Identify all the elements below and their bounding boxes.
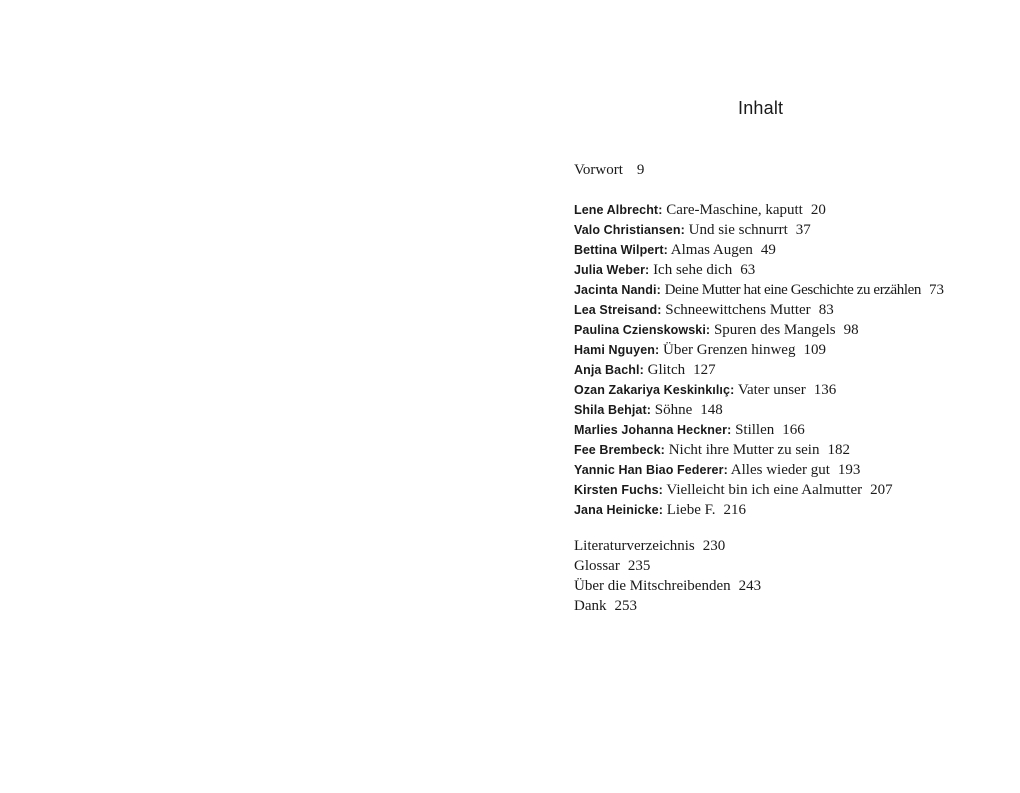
entry-page-number: 166 bbox=[782, 422, 805, 438]
toc-entry-appendix bbox=[574, 556, 761, 576]
right-page-contents bbox=[510, 0, 1020, 793]
entry-author: Fee Brembeck bbox=[574, 443, 661, 457]
essay-list bbox=[574, 200, 944, 520]
entry-author: Paulina Czienskowski bbox=[574, 323, 706, 337]
entry-title: Und sie schnurrt bbox=[688, 222, 788, 238]
entry-author: Ozan Zakariya Keskinkılıç bbox=[574, 383, 731, 397]
toc-entry-appendix bbox=[574, 536, 761, 556]
toc-entry-essay: Marlies Johanna Heckner: Stillen 166 bbox=[574, 422, 805, 438]
entry-author: Kirsten Fuchs bbox=[574, 483, 659, 497]
entry-author: Lea Streisand bbox=[574, 303, 658, 317]
entry-title: Liebe F. bbox=[666, 502, 716, 518]
entry-page-number: 207 bbox=[870, 482, 893, 498]
entry-title: Dank bbox=[574, 598, 607, 614]
toc-entry-essay: Julia Weber: Ich sehe dich 63 bbox=[574, 262, 756, 278]
entry-author: Anja Bachl bbox=[574, 363, 640, 377]
toc-entry-essay: Jacinta Nandi: Deine Mutter hat eine Geschichte zu erzählen 73 bbox=[574, 282, 945, 298]
entry-title: Glossar bbox=[574, 558, 620, 574]
entry-page-number: 193 bbox=[837, 462, 861, 478]
entry-author: Julia Weber bbox=[574, 263, 646, 277]
entry-author: Yannic Han Biao Federer bbox=[574, 463, 724, 477]
entry-title: Vorwort bbox=[574, 162, 623, 178]
entry-author: Jacinta Nandi bbox=[574, 283, 657, 297]
entry-title: Söhne bbox=[654, 402, 693, 418]
entry-page-number: 127 bbox=[693, 362, 716, 378]
entry-author: Jana Heinicke bbox=[574, 503, 659, 517]
entry-title: Glitch bbox=[647, 362, 686, 378]
toc-entry-essay: Lene Albrecht: Care-Maschine, kaputt 20 bbox=[574, 202, 826, 218]
entry-author: Valo Christiansen bbox=[574, 223, 681, 237]
contents-heading: Inhalt bbox=[738, 98, 784, 118]
entry-title: Vater unser bbox=[737, 382, 806, 398]
entry-page-number: 148 bbox=[700, 402, 723, 418]
entry-title: Ich sehe dich bbox=[653, 262, 733, 278]
entry-title: Schneewittchens Mutter bbox=[665, 302, 811, 318]
toc-entry-essay: Yannic Han Biao Federer: Alles wieder gut 193 bbox=[574, 462, 861, 478]
toc-entry-essay: Ozan Zakariya Keskinkılıç: Vater unser 136 bbox=[574, 382, 837, 398]
appendix-list bbox=[574, 536, 761, 616]
entry-author: Marlies Johanna Heckner bbox=[574, 423, 728, 437]
toc-entry-essay: Hami Nguyen: Über Grenzen hinweg 109 bbox=[574, 342, 826, 358]
entry-page-number: 243 bbox=[738, 578, 762, 594]
preface-list bbox=[574, 160, 644, 180]
entry-page-number: 109 bbox=[803, 342, 826, 358]
entry-title: Vielleicht bin ich eine Aalmutter bbox=[666, 482, 863, 498]
toc-entry-essay: Kirsten Fuchs: Vielleicht bin ich eine Aalmutter 207 bbox=[574, 482, 893, 498]
toc-entry-essay: Paulina Czienskowski: Spuren des Mangels 98 bbox=[574, 322, 859, 338]
entry-title: Stillen bbox=[735, 422, 775, 438]
toc-entry-appendix bbox=[574, 596, 761, 616]
entry-title: Über die Mitschreibenden bbox=[574, 578, 731, 594]
entry-page-number: 216 bbox=[723, 502, 746, 518]
entry-page-number: 136 bbox=[813, 382, 837, 398]
entry-title: Almas Augen bbox=[670, 242, 753, 258]
entry-page-number: 230 bbox=[702, 538, 726, 554]
toc-entry-preface bbox=[574, 160, 644, 180]
entry-page-number: 235 bbox=[627, 558, 651, 574]
entry-author: Lene Albrecht bbox=[574, 203, 659, 217]
toc-entry-essay: Shila Behjat: Söhne 148 bbox=[574, 402, 723, 418]
toc-entry-appendix bbox=[574, 576, 761, 596]
entry-page-number: 83 bbox=[818, 302, 834, 318]
entry-page-number: 37 bbox=[795, 222, 811, 238]
entry-title: Nicht ihre Mutter zu sein bbox=[668, 442, 820, 458]
entry-title: Über Grenzen hinweg bbox=[663, 342, 796, 358]
entry-page-number: 20 bbox=[810, 202, 826, 218]
entry-page-number: 73 bbox=[929, 282, 945, 298]
toc-entry-essay: Valo Christiansen: Und sie schnurrt 37 bbox=[574, 222, 811, 238]
toc-entry-essay: Lea Streisand: Schneewittchens Mutter 83 bbox=[574, 302, 834, 318]
entry-author: Hami Nguyen bbox=[574, 343, 655, 357]
entry-title: Deine Mutter hat eine Geschichte zu erzählen bbox=[664, 282, 922, 298]
entry-author: Shila Behjat bbox=[574, 403, 647, 417]
entry-page-number: 9 bbox=[636, 162, 645, 178]
entry-title: Literaturverzeichnis bbox=[574, 538, 695, 554]
toc-entry-essay: Anja Bachl: Glitch 127 bbox=[574, 362, 716, 378]
toc-entry-essay: Fee Brembeck: Nicht ihre Mutter zu sein 182 bbox=[574, 442, 850, 458]
entry-page-number: 253 bbox=[614, 598, 637, 614]
entry-title: Spuren des Mangels bbox=[713, 322, 836, 338]
toc-entry-essay: Bettina Wilpert: Almas Augen 49 bbox=[574, 242, 776, 258]
entry-title: Alles wieder gut bbox=[730, 462, 830, 478]
entry-page-number: 49 bbox=[760, 242, 776, 258]
entry-page-number: 182 bbox=[827, 442, 850, 458]
entry-page-number: 98 bbox=[843, 322, 859, 338]
toc-entry-essay: Jana Heinicke: Liebe F. 216 bbox=[574, 502, 746, 518]
entry-page-number: 63 bbox=[740, 262, 756, 278]
entry-title: Care-Maschine, kaputt bbox=[666, 202, 803, 218]
entry-author: Bettina Wilpert bbox=[574, 243, 664, 257]
